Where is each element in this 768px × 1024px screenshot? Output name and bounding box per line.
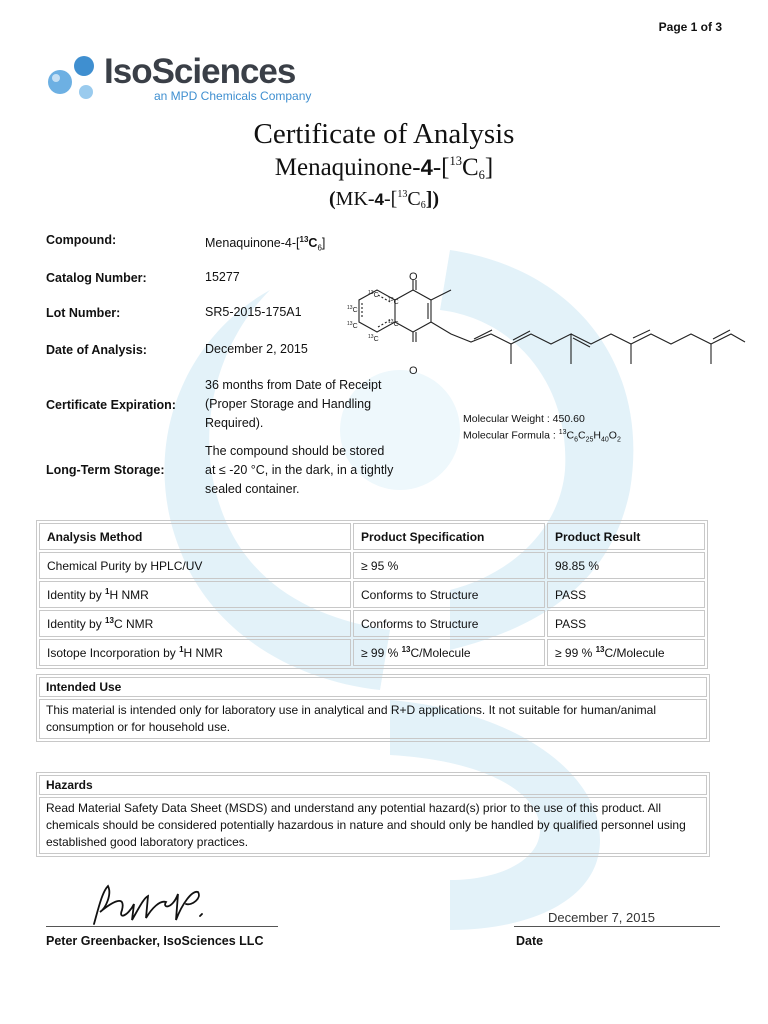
header-analysis-method: Analysis Method: [39, 523, 351, 550]
oxygen-top-label: O: [409, 271, 418, 283]
handwritten-signature: [88, 880, 218, 930]
date-label: Date: [516, 934, 544, 948]
oxygen-bottom-label: O: [409, 365, 418, 377]
logo-wordmark: IsoSciences: [104, 52, 296, 91]
date-label: Date of Analysis:: [46, 343, 147, 357]
svg-text:13C: $^{13}$C: [347, 321, 358, 330]
page-number: Page 1 of 3: [658, 20, 722, 34]
molecule-logo-icon: [44, 54, 102, 102]
intended-use-section: [36, 674, 710, 742]
molecular-formula: Molecular Formula : $^{13}C_6C_{25}H_{40}O_2$: [463, 429, 621, 444]
lot-value: SR5-2015-175A1: [205, 305, 302, 319]
table-row: Chemical Purity by HPLC/UV ≥ 95 % 98.85 %: [39, 552, 705, 579]
svg-text:13C: $^{13}$C: [388, 319, 399, 328]
carbon13-labels: [347, 290, 399, 343]
document-title: Certificate of Analysis: [253, 118, 515, 150]
svg-text:13C: $^{13}$C: [368, 290, 379, 299]
storage-label: Long-Term Storage:: [46, 463, 165, 477]
hazards-text: Read Material Safety Data Sheet (MSDS) and understand any potential hazard(s) prior to the use of this product. All chemicals should be considered potentially hazardous in nature and should only be handled by qualified personnel using established good laboratory practices.: [39, 797, 707, 854]
compound-alias: $(MK-4-[^{13}C_6])$: [328, 188, 440, 211]
table-row: Identity by $^{13}$C NMR Conforms to Structure PASS: [39, 610, 705, 637]
svg-text:13C: $^{13}$C: [347, 305, 358, 314]
signer-name: Peter Greenbacker, IsoSciences LLC: [46, 934, 264, 948]
signature-line: [46, 926, 278, 927]
hazards-section: [36, 772, 710, 857]
molecular-structure: [340, 268, 750, 378]
catalog-label: Catalog Number:: [46, 271, 147, 285]
compound-label: Compound:: [46, 233, 117, 247]
header-product-specification: Product Specification: [353, 523, 545, 550]
intended-use-title: Intended Use: [39, 677, 707, 697]
date-value: December 2, 2015: [205, 342, 308, 356]
storage-value: The compound should be stored at ≤ -20 °C, in the dark, in a tightly sealed container.: [205, 444, 394, 496]
table-row: Isotope Incorporation by $^1$H NMR ≥ 99 % $^{13}$C/Molecule ≥ 99 % $^{13}$C/Molecule: [39, 639, 705, 666]
analysis-table: [36, 520, 708, 669]
table-header-row: [39, 523, 705, 550]
compound-value: Menaquinone-$4-[^{13}C_6]$: [205, 235, 326, 253]
intended-use-text: This material is intended only for laboratory use in analytical and R+D applications. It not suitable for human/animal consumption or for household use.: [39, 699, 707, 739]
table-row: Identity by $^1$H NMR Conforms to Structure PASS: [39, 581, 705, 608]
lot-label: Lot Number:: [46, 306, 121, 320]
svg-text:13C: $^{13}$C: [368, 334, 379, 343]
signature-date: December 7, 2015: [548, 910, 655, 925]
molecular-weight: Molecular Weight : 450.60: [463, 413, 585, 425]
date-line: [514, 926, 720, 927]
company-logo: [44, 52, 324, 108]
compound-title: Menaquinone-$4-[^{13}C_6]$: [274, 154, 494, 182]
hazards-title: Hazards: [39, 775, 707, 795]
svg-text:13C: $^{13}$C: [388, 297, 399, 306]
header-product-result: Product Result: [547, 523, 705, 550]
logo-tagline: an MPD Chemicals Company: [154, 89, 312, 103]
expiration-label: Certificate Expiration:: [46, 398, 176, 412]
expiration-value: 36 months from Date of Receipt (Proper Storage and Handling Required).: [205, 378, 382, 430]
catalog-value: 15277: [205, 270, 240, 284]
